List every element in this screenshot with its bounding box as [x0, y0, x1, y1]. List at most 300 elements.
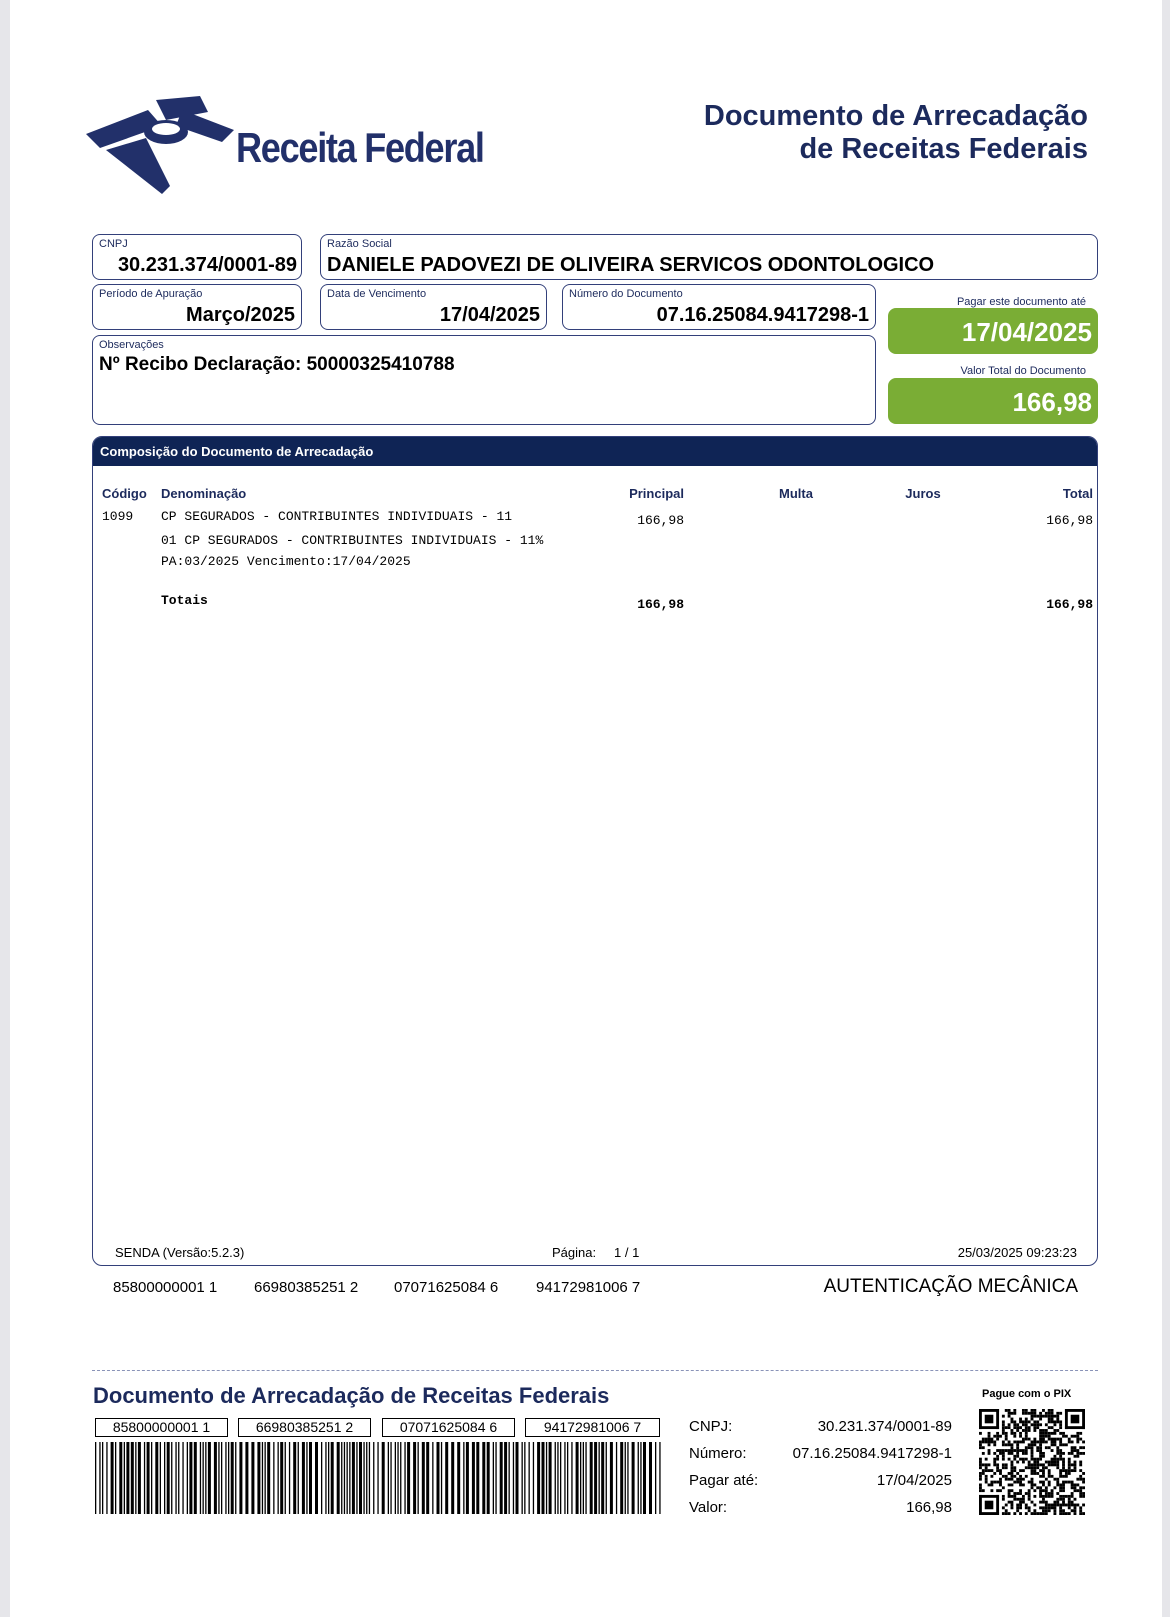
qr-module [1048, 1418, 1051, 1421]
qr-module [996, 1469, 999, 1472]
qr-module [990, 1469, 993, 1472]
qr-module [1051, 1506, 1054, 1509]
qr-module [1082, 1472, 1085, 1475]
barcode-bar [138, 1442, 141, 1514]
qr-module [1036, 1466, 1039, 1469]
razao-social-box [320, 234, 1098, 280]
qr-module [1002, 1443, 1005, 1446]
barcode-bar [504, 1442, 507, 1514]
qr-module [979, 1441, 982, 1444]
cnpj-label: CNPJ [99, 238, 128, 250]
qr-module [1031, 1483, 1034, 1486]
qr-module [1059, 1495, 1062, 1498]
qr-module [1028, 1466, 1031, 1469]
qr-module [1056, 1504, 1059, 1507]
qr-module [1074, 1498, 1077, 1501]
qr-module [1039, 1441, 1042, 1444]
qr-module [1019, 1506, 1022, 1509]
qr-module [1062, 1512, 1065, 1515]
qr-module [1036, 1486, 1039, 1489]
qr-module [1071, 1446, 1074, 1449]
qr-module [1059, 1412, 1062, 1415]
qr-module [1062, 1458, 1065, 1461]
qr-module [1002, 1432, 1005, 1435]
qr-module [1051, 1426, 1054, 1429]
row-desc-2: 01 CP SEGURADOS - CONTRIBUINTES INDIVIDUAIS - 11% [161, 533, 544, 548]
barcode-bar [95, 1442, 96, 1514]
barcode-code-1: 85800000001 1 [95, 1418, 228, 1437]
qr-module [1019, 1449, 1022, 1452]
qr-module [1082, 1481, 1085, 1484]
qr-module [1051, 1420, 1054, 1423]
qr-module [1053, 1461, 1056, 1464]
qr-module [1002, 1466, 1005, 1469]
qr-module [1074, 1461, 1077, 1464]
qr-module [993, 1461, 996, 1464]
cut-line [92, 1370, 1098, 1371]
qr-module [1076, 1438, 1079, 1441]
qr-module [1031, 1472, 1034, 1475]
qr-module [1022, 1483, 1025, 1486]
qr-module [1033, 1489, 1036, 1492]
barcode-bar [524, 1442, 525, 1514]
qr-module [1019, 1504, 1022, 1507]
qr-module [1068, 1472, 1071, 1475]
qr-module [1028, 1438, 1031, 1441]
qr-module [1013, 1492, 1016, 1495]
qr-module [1056, 1463, 1059, 1466]
barcode-bar [160, 1442, 161, 1514]
qr-module [1053, 1509, 1056, 1512]
qr-module [1005, 1504, 1008, 1507]
qr-module [979, 1432, 982, 1435]
qr-module [1011, 1463, 1014, 1466]
qr-module [1042, 1475, 1045, 1478]
qr-module [1013, 1512, 1016, 1515]
barcode-bar [382, 1442, 385, 1514]
qr-module [1068, 1438, 1071, 1441]
qr-finder [985, 1415, 994, 1424]
qr-module [1056, 1481, 1059, 1484]
qr-module [1022, 1449, 1025, 1452]
qr-module [1025, 1438, 1028, 1441]
qr-module [1025, 1412, 1028, 1415]
barcode-bar [567, 1442, 568, 1514]
barcode-bar [606, 1442, 607, 1514]
barcode-bar [466, 1442, 469, 1514]
qr-module [1025, 1475, 1028, 1478]
qr-module [1002, 1429, 1005, 1432]
qr-module [1028, 1463, 1031, 1466]
qr-module [1039, 1489, 1042, 1492]
qr-finder [1065, 1409, 1068, 1429]
qr-module [1045, 1506, 1048, 1509]
qr-module [999, 1481, 1002, 1484]
totais-total: 166,98 [1046, 597, 1093, 612]
barcode-bar [115, 1442, 116, 1514]
qr-module [1013, 1441, 1016, 1444]
qr-module [1056, 1461, 1059, 1464]
qr-module [988, 1463, 991, 1466]
qr-module [1033, 1458, 1036, 1461]
qr-module [1011, 1506, 1014, 1509]
qr-module [1062, 1432, 1065, 1435]
barcode-bar [542, 1442, 545, 1514]
qr-module [1039, 1455, 1042, 1458]
qr-module [1059, 1486, 1062, 1489]
qr-module [1013, 1458, 1016, 1461]
qr-module [1045, 1492, 1048, 1495]
qr-module [1011, 1483, 1014, 1486]
barcode-bar [580, 1442, 581, 1514]
row-desc-3: PA:03/2025 Vencimento:17/04/2025 [161, 554, 411, 569]
qr-module [1019, 1492, 1022, 1495]
qr-module [1028, 1443, 1031, 1446]
barcode-bar [194, 1442, 197, 1514]
qr-module [1013, 1498, 1016, 1501]
qr-module [979, 1472, 982, 1475]
qr-module [1031, 1441, 1034, 1444]
qr-module [1028, 1509, 1031, 1512]
barcode-bar [395, 1442, 396, 1514]
cnpj-value: 30.231.374/0001-89 [117, 254, 297, 276]
qr-module [1056, 1498, 1059, 1501]
qr-module [1013, 1495, 1016, 1498]
qr-module [993, 1443, 996, 1446]
barcode-bar [400, 1442, 401, 1514]
qr-module [1008, 1443, 1011, 1446]
qr-module [1033, 1504, 1036, 1507]
qr-module [1068, 1469, 1071, 1472]
qr-module [1079, 1495, 1082, 1498]
valor-total-value: 166,98 [888, 378, 1098, 424]
qr-module [1045, 1446, 1048, 1449]
qr-module [1025, 1418, 1028, 1421]
barcode-bar [337, 1442, 340, 1514]
qr-module [988, 1469, 991, 1472]
pix-qr-code-icon[interactable] [979, 1409, 1085, 1515]
qr-module [1042, 1483, 1045, 1486]
qr-module [1045, 1501, 1048, 1504]
qr-module [988, 1449, 991, 1452]
barcode-bar [315, 1442, 318, 1514]
qr-module [1039, 1495, 1042, 1498]
col-principal: Principal [629, 486, 684, 501]
barcode-bar [388, 1442, 389, 1514]
qr-module [1068, 1441, 1071, 1444]
qr-module [1008, 1458, 1011, 1461]
qr-module [1048, 1504, 1051, 1507]
qr-module [1002, 1458, 1005, 1461]
qr-module [996, 1432, 999, 1435]
barcode-bar [363, 1442, 364, 1514]
qr-module [1056, 1418, 1059, 1421]
qr-finder [1065, 1409, 1085, 1412]
qr-module [1042, 1463, 1045, 1466]
qr-module [1053, 1432, 1056, 1435]
qr-module [1068, 1458, 1071, 1461]
qr-module [1042, 1506, 1045, 1509]
periodo-label: Período de Apuração [99, 288, 203, 300]
qr-module [1048, 1481, 1051, 1484]
qr-module [1056, 1449, 1059, 1452]
qr-module [1048, 1469, 1051, 1472]
qr-module [1019, 1501, 1022, 1504]
qr-module [1031, 1501, 1034, 1504]
qr-module [1042, 1481, 1045, 1484]
qr-module [1059, 1458, 1062, 1461]
qr-module [1008, 1501, 1011, 1504]
barcode-bar [495, 1442, 496, 1514]
qr-module [1028, 1506, 1031, 1509]
barcode-bar [655, 1442, 656, 1514]
barcode-bar [500, 1442, 503, 1514]
composicao-panel [92, 436, 1098, 1266]
qr-module [1042, 1472, 1045, 1475]
qr-module [1019, 1458, 1022, 1461]
qr-module [1062, 1463, 1065, 1466]
qr-module [1005, 1509, 1008, 1512]
qr-module [1016, 1443, 1019, 1446]
qr-module [1065, 1435, 1068, 1438]
qr-module [1028, 1420, 1031, 1423]
qr-module [1005, 1443, 1008, 1446]
qr-module [1031, 1412, 1034, 1415]
qr-module [1019, 1483, 1022, 1486]
qr-module [1079, 1475, 1082, 1478]
qr-module [1051, 1409, 1054, 1412]
barcode-bar [111, 1442, 114, 1514]
qr-finder [979, 1512, 999, 1515]
qr-module [1059, 1506, 1062, 1509]
qr-module [1042, 1438, 1045, 1441]
qr-module [1048, 1483, 1051, 1486]
qr-module [1002, 1512, 1005, 1515]
qr-module [985, 1463, 988, 1466]
qr-module [1056, 1483, 1059, 1486]
qr-module [1065, 1472, 1068, 1475]
qr-module [1048, 1426, 1051, 1429]
qr-module [1033, 1443, 1036, 1446]
qr-module [1051, 1458, 1054, 1461]
barcode-bar [585, 1442, 586, 1514]
qr-module [1059, 1512, 1062, 1515]
barcode-bar [659, 1442, 660, 1514]
qr-module [1045, 1412, 1048, 1415]
qr-module [1016, 1506, 1019, 1509]
barcode-bar [590, 1442, 593, 1514]
qr-module [1042, 1495, 1045, 1498]
qr-module [1031, 1466, 1034, 1469]
barcode-bar [625, 1442, 626, 1514]
qr-module [1074, 1449, 1077, 1452]
qr-module [1005, 1438, 1008, 1441]
qr-module [1056, 1415, 1059, 1418]
qr-module [1005, 1463, 1008, 1466]
qr-module [1028, 1412, 1031, 1415]
qr-module [1011, 1504, 1014, 1507]
qr-module [1016, 1446, 1019, 1449]
qr-module [1016, 1449, 1019, 1452]
qr-module [1008, 1492, 1011, 1495]
barcode-bar [463, 1442, 464, 1514]
qr-module [1045, 1478, 1048, 1481]
qr-module [1059, 1443, 1062, 1446]
qr-module [1071, 1501, 1074, 1504]
versao-text: SENDA (Versão:5.2.3) [115, 1245, 245, 1260]
qr-module [1053, 1512, 1056, 1515]
qr-module [1013, 1435, 1016, 1438]
qr-module [1036, 1458, 1039, 1461]
qr-module [990, 1481, 993, 1484]
qr-module [1065, 1469, 1068, 1472]
qr-module [1082, 1495, 1085, 1498]
pix-label: Pague com o PIX [982, 1388, 1072, 1400]
qr-module [1008, 1449, 1011, 1452]
qr-module [1065, 1495, 1068, 1498]
qr-module [990, 1483, 993, 1486]
qr-module [979, 1478, 982, 1481]
qr-module [1071, 1435, 1074, 1438]
qr-module [1074, 1483, 1077, 1486]
autenticacao-mecanica: AUTENTICAÇÃO MECÂNICA [823, 1276, 1078, 1297]
qr-module [1042, 1469, 1045, 1472]
qr-module [1025, 1506, 1028, 1509]
bottom-numero-value: 07.16.25084.9417298-1 [792, 1445, 952, 1462]
barcode-bar [309, 1442, 312, 1514]
barcode-bar [225, 1442, 226, 1514]
qr-module [1048, 1435, 1051, 1438]
qr-module [1051, 1432, 1054, 1435]
qr-module [996, 1481, 999, 1484]
qr-module [1071, 1492, 1074, 1495]
qr-module [1005, 1435, 1008, 1438]
pagina-label: Página: [552, 1245, 597, 1260]
qr-module [1076, 1452, 1079, 1455]
qr-module [1008, 1423, 1011, 1426]
qr-module [979, 1486, 982, 1489]
numero-documento-box [562, 284, 876, 330]
qr-module [1056, 1446, 1059, 1449]
qr-module [1071, 1481, 1074, 1484]
qr-module [1008, 1441, 1011, 1444]
qr-module [1025, 1409, 1028, 1412]
qr-module [1019, 1435, 1022, 1438]
qr-module [1071, 1486, 1074, 1489]
qr-module [1059, 1420, 1062, 1423]
qr-module [1071, 1449, 1074, 1452]
qr-module [1082, 1452, 1085, 1455]
qr-module [1053, 1458, 1056, 1461]
qr-module [1053, 1455, 1056, 1458]
barcode-bar [203, 1442, 204, 1514]
qr-module [993, 1472, 996, 1475]
qr-module [1065, 1481, 1068, 1484]
qr-module [1071, 1504, 1074, 1507]
qr-module [1048, 1438, 1051, 1441]
barcode-bar [182, 1442, 183, 1514]
periodo-value: Março/2025 [186, 304, 295, 326]
barcode-bar [262, 1442, 263, 1514]
barcode-bar [273, 1442, 274, 1514]
qr-module [1019, 1469, 1022, 1472]
qr-module [1048, 1432, 1051, 1435]
qr-module [1056, 1429, 1059, 1432]
barcode-bar [487, 1442, 490, 1514]
qr-module [1062, 1498, 1065, 1501]
barcode-bar [472, 1442, 475, 1514]
qr-module [1011, 1420, 1014, 1423]
qr-module [1025, 1420, 1028, 1423]
qr-module [1013, 1432, 1016, 1435]
barcode-bar [175, 1442, 176, 1514]
qr-module [985, 1481, 988, 1484]
qr-module [1059, 1475, 1062, 1478]
qr-module [1048, 1509, 1051, 1512]
qr-module [1033, 1495, 1036, 1498]
qr-module [1025, 1449, 1028, 1452]
numero-documento-label: Número do Documento [569, 288, 683, 300]
qr-module [1079, 1461, 1082, 1464]
qr-module [1074, 1509, 1077, 1512]
barcode-bar [610, 1442, 613, 1514]
qr-module [1039, 1446, 1042, 1449]
qr-module [1048, 1412, 1051, 1415]
barcode-bar [594, 1442, 597, 1514]
qr-module [1082, 1446, 1085, 1449]
barcode-bar [265, 1442, 266, 1514]
qr-module [1002, 1486, 1005, 1489]
barcode-bar [135, 1442, 136, 1514]
qr-module [1048, 1472, 1051, 1475]
barcode-bar [640, 1442, 641, 1514]
qr-module [990, 1441, 993, 1444]
qr-module [1045, 1423, 1048, 1426]
qr-module [1074, 1489, 1077, 1492]
qr-module [1062, 1486, 1065, 1489]
qr-module [1019, 1475, 1022, 1478]
logo-text: Receita Federal [236, 124, 484, 171]
qr-module [1074, 1466, 1077, 1469]
qr-module [1068, 1461, 1071, 1464]
qr-module [1019, 1441, 1022, 1444]
qr-module [1079, 1512, 1082, 1515]
qr-finder [979, 1495, 982, 1515]
qr-module [1016, 1492, 1019, 1495]
qr-module [1056, 1452, 1059, 1455]
qr-module [1076, 1449, 1079, 1452]
qr-module [1042, 1409, 1045, 1412]
barcode-bar [205, 1442, 206, 1514]
qr-module [1016, 1504, 1019, 1507]
qr-module [1062, 1495, 1065, 1498]
qr-module [1033, 1412, 1036, 1415]
barcode-bar [221, 1442, 222, 1514]
barcode-bar [564, 1442, 565, 1514]
qr-module [1074, 1446, 1077, 1449]
qr-module [1033, 1409, 1036, 1412]
qr-module [1008, 1483, 1011, 1486]
qr-module [1059, 1426, 1062, 1429]
qr-module [1022, 1423, 1025, 1426]
qr-module [985, 1466, 988, 1469]
emissao-datetime: 25/03/2025 09:23:23 [957, 1245, 1077, 1260]
qr-finder [1071, 1415, 1080, 1424]
qr-module [1025, 1429, 1028, 1432]
barcode-bar [557, 1442, 558, 1514]
qr-module [1031, 1452, 1034, 1455]
qr-module [1005, 1512, 1008, 1515]
